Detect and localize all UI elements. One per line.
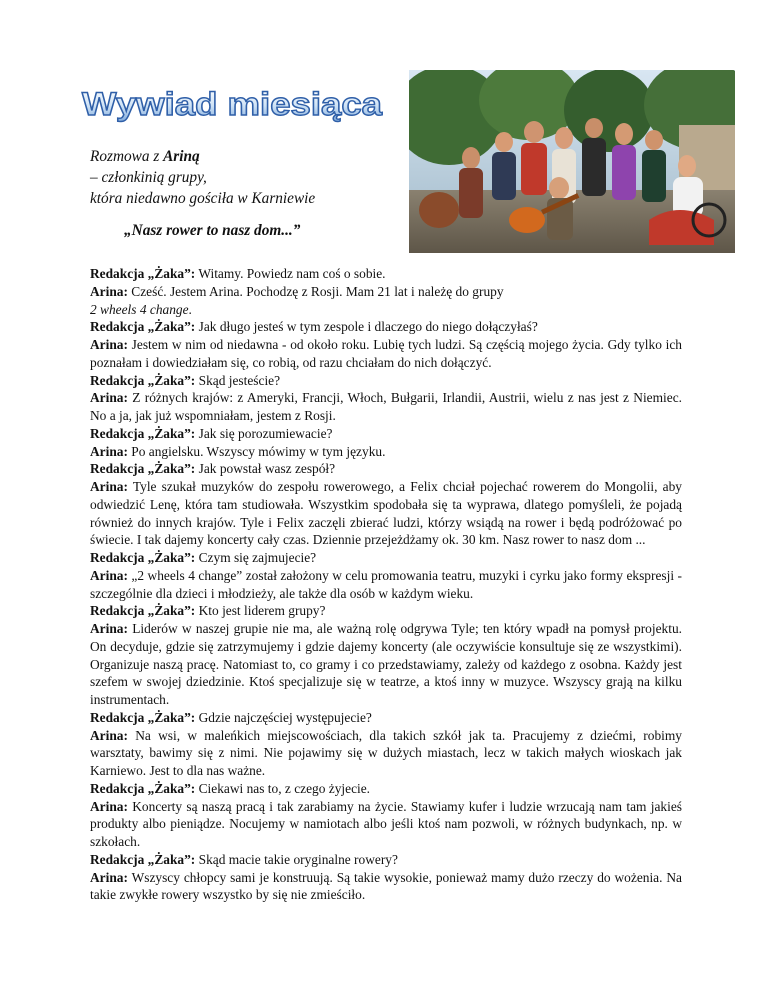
question-7: Redakcja „Żaka”: Kto jest liderem grupy? [90,603,326,619]
band-name: 2 wheels 4 change [90,301,189,317]
question-6: Redakcja „Żaka”: Czym się zajmujecie? [90,550,317,565]
answer-1: Arina: Cześć. Jestem Arina. Pochodzę z Rosji. Mam 21 lat i należę do grupy 2 wheels 4 change. [90,283,504,317]
answer-5: Arina: Tyle szukał muzyków do zespołu rowerowego, a Felix chciał pojechać rowerem do Mongolii, aby odwiedzić Lenę, która tam studiowała. Wszystkim spodobała się ta wyprawa, dlatego pomyśleli, że pojadą również do innych krajów. Tyle i Felix zaczęli zbierać ludzi, którzy wsiądą na rower i będą podróżować po świecie. I tak dajemy koncerty cały czas. Dziennie przejeżdżamy ok. 30 km. Nasz rower to nasz dom ... [90,479,682,548]
group-photo [409,70,735,253]
intro-line-3: która niedawno gościła w Karniewie [90,190,316,207]
question-9: Redakcja „Żaka”: Ciekawi nas to, z czego żyjecie. [90,780,371,796]
interview-text [90,265,682,904]
intro-line-2: – członkinią grupy, [90,169,207,186]
question-4: Redakcja „Żaka”: Jak się porozumiewacie? [90,425,333,441]
answer-2: Arina: Jestem w nim od niedawna - od około roku. Lubię tych ludzi. Są częścią mojego życia. Gdy tylko ich poznałam i dowiedziałam się, co robią, od razu chciałam do nich dołączyć. [90,337,682,370]
answer-6: Arina: „2 wheels 4 change” został założony w celu promowania teatru, muzyki i cyrku jako formy ekspresji - szczególnie dla dzieci i młodzieży, ale także dla osób w każdym wieku. [90,567,682,601]
page-title [80,78,390,128]
page-title-text: Wywiad miesiąca [82,86,383,122]
answer-10: Arina: Wszyscy chłopcy sami je konstruują. Są takie wysokie, ponieważ mamy dużo rzeczy do wożenia. Na takie zwykłe rowery wszystko by się nie zmieściło. [90,869,682,903]
answer-8: Arina: Na wsi, w maleńkich miejscowościach, dla takich szkół jak ta. Pracujemy z dziećmi, robimy warsztaty, bawimy się z nimi. Nie pojawimy się w dużych miastach, lecz w takich małych wioskach jak Karniewo. Jest to dla nas ważne. [90,727,682,778]
intro-name: Ariną [163,148,200,165]
answer-7: Arina: Liderów w naszej grupie nie ma, ale ważną rolę odgrywa Tyle; ten który wpadł na pomysł projektu. On decyduje, gdzie się zatrzymujemy i gdzie dajemy koncerty (ale oczywiście konsultuje się ze wszystkimi). Organizuje naszą pracę. Natomiast to, co gramy i co przedstawiamy, zależy od każdego z osobna. Każdy jest szefem w swojej dziedzinie. Ktoś specjalizuje się w teatrze, a ktoś inny w muzyce. Wszyscy grają na kilku instrumentach. [90,621,682,707]
question-2: Redakcja „Żaka”: Jak długo jesteś w tym zespole i dlaczego do niego dołączyłaś? [90,319,538,335]
answer-9: Arina: Koncerty są naszą pracą i tak zarabiamy na życie. Stawiamy kufer i ludzie wrzucają nam tam jakieś produkty albo pieniądze. Nocujemy w namiotach albo jeśli ktoś nam pozwoli, w różnych budynkach, np. w szkołach. [90,798,682,849]
question-1: Redakcja „Żaka”: Witamy. Powiedz nam coś o sobie. [90,266,386,281]
answer-3: Arina: Z różnych krajów: z Ameryki, Francji, Włoch, Bułgarii, Irlandii, Austrii, wielu z nas jest z Niemiec. No a ja, jak już wspomniałam, jestem z Rosji. [90,390,682,423]
question-5: Redakcja „Żaka”: Jak powstał wasz zespół? [90,461,336,477]
headline-quote: „Nasz rower to nasz dom...” [124,222,301,239]
question-3: Redakcja „Żaka”: Skąd jesteście? [90,372,281,388]
question-8: Redakcja „Żaka”: Gdzie najczęściej występujecie? [90,709,372,725]
intro-line-1: Rozmowa z Ariną [90,148,200,165]
question-10: Redakcja „Żaka”: Skąd macie takie oryginalne rowery? [90,851,398,867]
intro-block [90,146,390,209]
answer-4: Arina: Po angielsku. Wszyscy mówimy w tym języku. [90,443,386,459]
